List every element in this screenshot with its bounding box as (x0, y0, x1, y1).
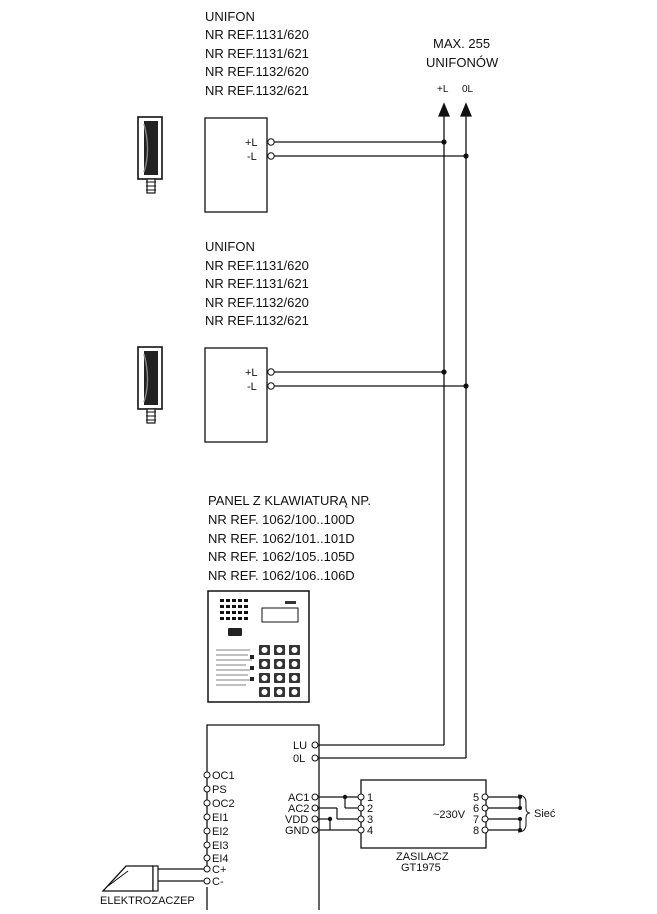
handset-1-title-line: NR REF.1131/620 (205, 27, 309, 42)
bus-max-unit: UNIFONÓW (426, 55, 499, 70)
terminal-ac1: AC1 (288, 792, 310, 804)
supply-pin-7: 7 (473, 814, 480, 826)
terminal-gnd: GND (285, 825, 310, 837)
supply-pin-6: 6 (473, 803, 480, 815)
handset-2-screw (268, 369, 274, 375)
terminal-ei3: EI3 (212, 840, 229, 852)
panel-title-line: NR REF. 1062/105..105D (208, 549, 355, 564)
terminal-ac2: AC2 (288, 803, 310, 815)
supply-voltage: ~230V (433, 809, 466, 821)
handset-1-title-line: UNIFON (205, 9, 255, 24)
terminal-ei1: EI1 (212, 812, 229, 824)
handset-2-title-line: NR REF.1132/620 (205, 295, 309, 310)
handset-2-terminal-minus: -L (247, 381, 257, 393)
handset-2-screw (268, 383, 274, 389)
supply-model: GT1975 (401, 862, 441, 874)
handset-2-title-line: UNIFON (205, 239, 255, 254)
supply-pin-3: 3 (367, 814, 374, 826)
panel-module (204, 725, 319, 910)
panel-left-terminals (204, 770, 235, 888)
panel-title-line: PANEL Z KLAWIATURĄ NP. (208, 493, 372, 508)
handset-1-terminal-plus: +L (245, 137, 258, 149)
terminal-oc2: OC2 (212, 798, 235, 810)
terminal-c-minus: C- (212, 876, 224, 888)
panel-title-line: NR REF. 1062/101..101D (208, 531, 355, 546)
handset-1-screw (268, 153, 274, 159)
panel-title (208, 493, 371, 583)
terminal-vdd: VDD (285, 814, 309, 826)
supply-pin-1: 1 (367, 792, 374, 804)
bus-max-count: MAX. 255 (433, 36, 491, 51)
lock-label: ELEKTROZACZEP (100, 895, 195, 907)
panel-terminal-lu: LU (293, 740, 308, 752)
panel-title-line: NR REF. 1062/100..100D (208, 512, 355, 527)
handset-2-icon (138, 347, 162, 423)
panel-title-line: NR REF. 1062/106..106D (208, 568, 355, 583)
supply-pin-8: 8 (473, 825, 480, 837)
terminal-oc1: OC1 (212, 770, 235, 782)
handset-1-title-line: NR REF.1132/620 (205, 64, 309, 79)
supply-pin-2: 2 (367, 803, 374, 815)
panel-terminal-0l: 0L (293, 753, 306, 765)
handset-1-terminal-minus: -L (247, 151, 257, 163)
keypad-panel-image (208, 591, 309, 702)
handset-1-box (205, 118, 267, 212)
supply-name: ZASILACZ (396, 851, 449, 863)
handset-1-icon (138, 117, 162, 193)
bus-plus-label: +L (437, 84, 449, 95)
bus-junctions (441, 139, 468, 388)
handset-1-screw (268, 139, 274, 145)
terminal-ei2: EI2 (212, 826, 229, 838)
handset-2-title-line: NR REF.1131/620 (205, 258, 309, 273)
terminal-ei4: EI4 (212, 853, 229, 865)
bus-zero-label: 0L (462, 84, 474, 95)
electric-lock (100, 866, 204, 907)
handset-2-terminal-plus: +L (245, 367, 258, 379)
handset-2-title-line: NR REF.1132/621 (205, 313, 309, 328)
handset-1-title-line: NR REF.1132/621 (205, 83, 309, 98)
supply-pin-5: 5 (473, 792, 480, 804)
terminal-c-plus: C+ (212, 864, 227, 876)
handset-2-title-line: NR REF.1131/621 (205, 276, 309, 291)
display-icon (262, 608, 298, 622)
handset-1-title-line: NR REF.1131/621 (205, 46, 309, 61)
supply-pin-4: 4 (367, 825, 374, 837)
power-supply (358, 780, 488, 874)
handset-1 (138, 9, 309, 212)
terminal-ps: PS (212, 784, 227, 796)
handset-2-title (205, 239, 309, 328)
handset-1-title (205, 9, 309, 98)
handset-2-box (205, 348, 267, 442)
mains-label: Sieć (534, 808, 556, 820)
panel-power-terminals (285, 792, 318, 837)
camera-icon (228, 628, 242, 636)
handset-2 (138, 239, 309, 442)
